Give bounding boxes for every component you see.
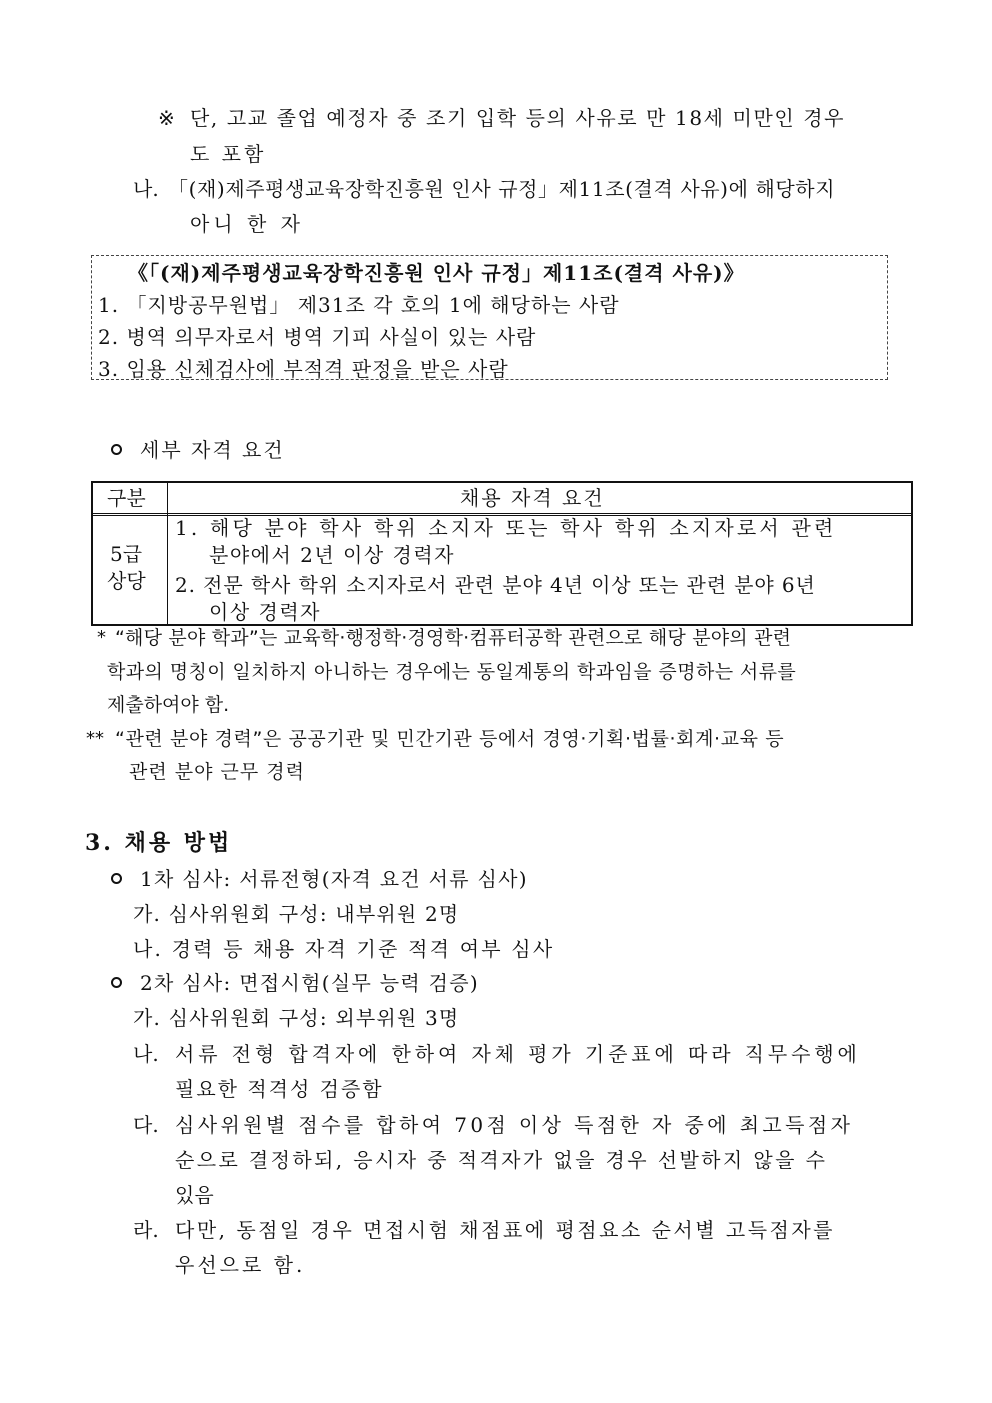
req-1-line-2: 분야에서 2년 이상 경력자 — [209, 543, 455, 567]
stage-2-item-d-label: 라. — [133, 1218, 159, 1242]
box-item-1: 1. 「지방공무원법」 제31조 각 호의 1에 해당하는 사람 — [98, 293, 620, 317]
details-heading: 세부 자격 요건 — [140, 438, 285, 462]
grade-line-1: 5급 — [110, 542, 143, 566]
stage-2-title: 2차 심사: 면접시험(실무 능력 검증) — [140, 971, 479, 995]
item-b-label: 나. — [133, 177, 159, 201]
header-category: 구분 — [107, 486, 146, 510]
stage-2-item-c-text-1: 심사위원별 점수를 합하여 70점 이상 득점한 자 중에 최고득점자 — [175, 1113, 854, 1137]
req-1-text-1: 1. 해당 분야 학사 학위 소지자 또는 학사 학위 소지자로서 관련 — [175, 516, 837, 540]
req-1-line-1 — [175, 514, 903, 542]
stage-2-item-c-line-1 — [175, 1111, 906, 1139]
footnote-1-line-2: 학과의 명칭이 일치하지 아니하는 경우에는 동일계통의 학과임을 증명하는 서류를 — [107, 661, 797, 683]
stage-2-item-c-label: 다. — [133, 1113, 159, 1137]
grade-line-2: 상당 — [107, 569, 146, 593]
column-divider — [167, 483, 168, 624]
item-b-line-2: 아니 한 자 — [190, 212, 304, 236]
note-line-1 — [190, 104, 906, 132]
footnote-1-line-3: 제출하여야 함. — [107, 694, 230, 716]
stage-1-title: 1차 심사: 서류전형(자격 요건 서류 심사) — [140, 867, 528, 891]
disqualification-box — [91, 255, 888, 380]
stage-2-item-c-line-2 — [175, 1146, 906, 1174]
stage-2-item-d-line-2: 우선으로 함. — [175, 1253, 306, 1277]
stage-2-item-c-line-3: 있음 — [175, 1183, 214, 1207]
stage-2-item-b-text-1: 서류 전형 합격자에 한하여 자체 평가 기준표에 따라 직무수행에 — [175, 1042, 861, 1066]
stage-2-item-b-line-2: 필요한 적격성 검증함 — [175, 1077, 384, 1101]
stage-2-item-b-line-1 — [175, 1040, 906, 1068]
stage-2-item-b-label: 나. — [133, 1042, 159, 1066]
footnote-1-mark: * — [97, 627, 106, 648]
circle-bullet-icon — [111, 977, 122, 988]
stage-2-item-a: 가. 심사위원회 구성: 외부위원 3명 — [133, 1006, 460, 1030]
stage-2-item-c-text-2: 순으로 결정하되, 응시자 중 적격자가 없을 경우 선발하지 않을 수 — [175, 1148, 828, 1172]
stage-1-item-a: 가. 심사위원회 구성: 내부위원 2명 — [133, 902, 460, 926]
box-item-3: 3. 임용 신체검사에 부적격 판정을 받은 사람 — [98, 357, 509, 381]
req-2-line-1: 2. 전문 학사 학위 소지자로서 관련 분야 4년 이상 또는 관련 분야 6년 — [175, 573, 816, 597]
section-3-heading: 3. 채용 방법 — [85, 830, 233, 856]
note-line-2: 도 포함 — [190, 142, 267, 166]
circle-bullet-icon — [111, 444, 122, 455]
box-item-2: 2. 병역 의무자로서 병역 기피 사실이 있는 사람 — [98, 325, 537, 349]
footnote-2-line-2: 관련 분야 근무 경력 — [129, 761, 305, 783]
stage-2-item-d-text-1: 다만, 동점일 경우 면접시험 채점표에 평점요소 순서별 고득점자를 — [175, 1218, 835, 1242]
footnote-2-mark: ** — [86, 728, 104, 749]
stage-1-item-b: 나. 경력 등 채용 자격 기준 적격 여부 심사 — [133, 937, 555, 961]
requirements-table — [91, 481, 913, 626]
footnote-2-line-1: “관련 분야 경력”은 공공기관 및 민간기관 등에서 경영·기획·법률·회계·교육 등 — [115, 728, 785, 750]
note-mark: ※ — [158, 106, 175, 130]
box-title: 《「(재)제주평생교육장학진흥원 인사 규정」제11조(결격 사유)》 — [128, 261, 745, 285]
header-requirements: 채용 자격 요건 — [460, 486, 605, 510]
stage-2-item-d-line-1 — [175, 1216, 906, 1244]
item-b-line-1: 「(재)제주평생교육장학진흥원 인사 규정」제11조(결격 사유)에 해당하지 — [168, 177, 836, 201]
footnote-1-line-1: “해당 분야 학과”는 교육학·행정학·경영학·컴퓨터공학 관련으로 해당 분야의 관련 — [115, 627, 792, 649]
circle-bullet-icon — [111, 873, 122, 884]
req-2-line-2: 이상 경력자 — [209, 600, 321, 624]
note-text-1: 단, 고교 졸업 예정자 중 조기 입학 등의 사유로 만 18세 미만인 경우 — [190, 106, 846, 130]
